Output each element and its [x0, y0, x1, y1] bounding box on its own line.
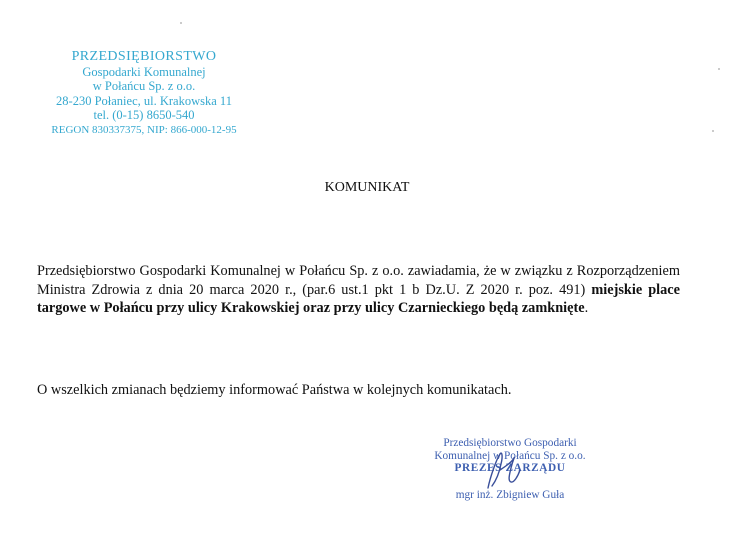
stamp-company-type: PRZEDSIĘBIORSTWO	[71, 50, 217, 64]
signature-stamp-name: mgr inż. Zbigniew Guła	[455, 488, 565, 501]
signature-stamp-position: PREZES ZARZĄDU	[454, 462, 566, 474]
scan-speck	[718, 68, 720, 70]
stamp-regon-nip: REGON 830337375, NIP: 866-000-12-95	[51, 123, 237, 136]
company-stamp	[28, 50, 260, 137]
stamp-phone: tel. (0-15) 8650-540	[93, 108, 195, 122]
scan-speck	[712, 130, 714, 132]
announcement-end: .	[584, 300, 589, 317]
announcement-intro: Przedsiębiorstwo Gospodarki Komunalnej w Połańcu Sp. z o.o. zawiadamia, że w związku z Rozporządzeniem Ministra Zdrowia z dnia 20 marca 2020 r., (par.6 ust.1 pkt 1 b Dz.U. Z 2020 r. poz. 491)	[37, 263, 680, 298]
handwritten-signature	[470, 448, 540, 498]
info-sentence: O wszelkich zmianach będziemy informować Państwa w kolejnych komunikatach.	[37, 382, 512, 398]
stamp-address: 28-230 Połaniec, ul. Krakowska 11	[56, 93, 232, 108]
stamp-company-location: w Połańcu Sp. z o.o.	[92, 79, 196, 93]
announcement-closure-notice: miejskie place targowe w Połańcu przy ulicy Krakowskiej oraz przy ulicy Czarnieckiego będą zamknięte	[37, 281, 680, 317]
document-title: KOMUNIKAT	[324, 180, 410, 195]
signature-stamp-company: Przedsiębiorstwo Gospodarki	[443, 437, 577, 449]
announcement-paragraph	[37, 262, 680, 318]
signature-stamp-company-location: Komunalnej w Połańcu Sp. z o.o.	[434, 449, 586, 462]
stamp-company-name: Gospodarki Komunalnej	[82, 64, 206, 79]
scan-speck	[180, 22, 182, 24]
